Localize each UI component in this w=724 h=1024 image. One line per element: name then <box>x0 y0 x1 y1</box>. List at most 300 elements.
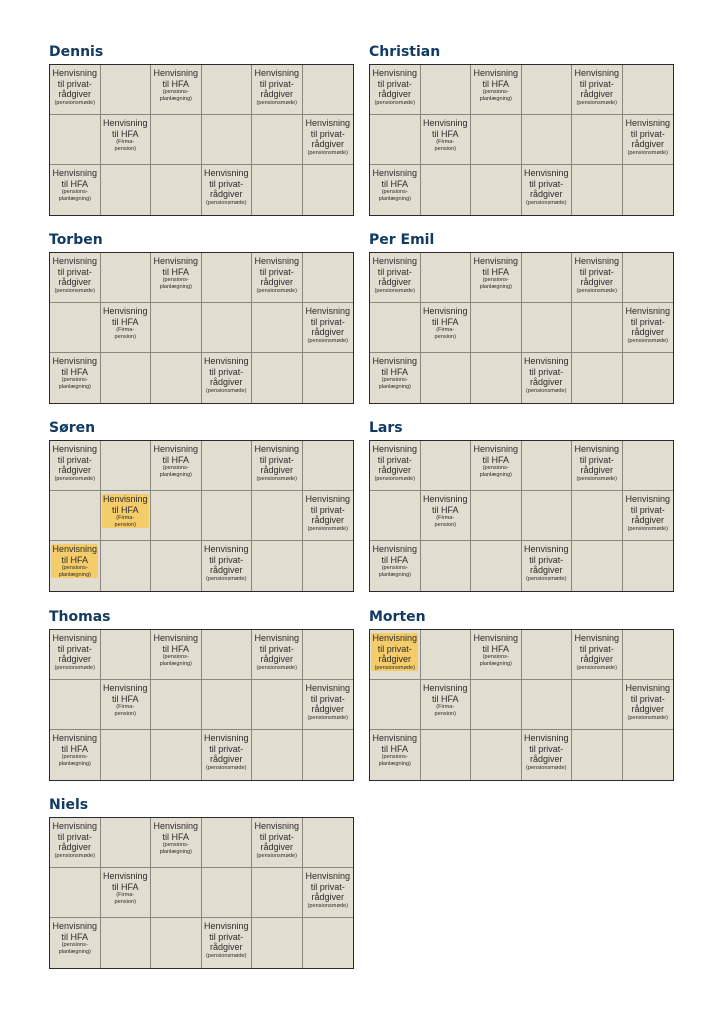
bingo-cell-empty <box>572 165 623 215</box>
bingo-cell-empty <box>572 491 623 541</box>
cell-note: (Firma- <box>116 515 135 521</box>
bingo-cell <box>522 165 573 215</box>
player-name: Lars <box>369 420 403 436</box>
bingo-cell <box>370 253 421 303</box>
cell-note: planlægning) <box>58 195 91 202</box>
bingo-cell <box>370 630 421 680</box>
bingo-cell-empty <box>303 630 354 680</box>
cell-line: Henvisning <box>523 544 569 554</box>
bingo-cell-empty <box>252 868 303 918</box>
cell-line: Henvisning <box>52 444 98 454</box>
bingo-cell <box>252 253 303 303</box>
cell-line: til privat- <box>209 178 244 189</box>
cell-note: (pensions- <box>381 189 408 195</box>
bingo-grid <box>49 440 354 592</box>
bingo-cell <box>471 630 522 680</box>
cell-text <box>51 733 98 767</box>
bingo-cell-empty <box>101 65 152 115</box>
cell-line: til privat- <box>377 454 412 465</box>
bingo-cell-empty <box>50 680 101 730</box>
cell-line: Henvisning <box>422 306 468 316</box>
bingo-cell <box>202 353 253 403</box>
cell-line: rådgiver <box>260 842 293 852</box>
bingo-cell-empty <box>572 353 623 403</box>
cell-text <box>573 68 620 106</box>
cell-line: Henvisning <box>254 444 300 454</box>
cell-line: til privat- <box>579 454 614 465</box>
cell-note: (Firma- <box>436 704 455 710</box>
cell-text <box>152 444 199 478</box>
cell-line: til HFA <box>162 831 189 842</box>
cell-text <box>371 544 418 578</box>
cell-text <box>472 633 519 667</box>
cell-note: (pensionsmøde) <box>256 852 297 859</box>
cell-note: (pensions- <box>61 565 88 571</box>
cell-line: til HFA <box>162 643 189 654</box>
cell-line: rådgiver <box>529 754 563 764</box>
cell-line: til HFA <box>381 366 408 377</box>
player-name: Niels <box>49 797 89 813</box>
bingo-cell <box>101 303 152 353</box>
bingo-grid <box>49 817 354 969</box>
cell-line: rådgiver <box>311 515 344 525</box>
cell-text <box>422 118 469 152</box>
bingo-cell-empty <box>623 630 674 680</box>
cell-note: planlægning) <box>58 760 91 767</box>
cell-note: (pensionsmøde) <box>374 99 415 106</box>
cell-line: rådgiver <box>58 654 91 664</box>
bingo-grid <box>369 629 674 781</box>
bingo-cell-empty <box>101 165 152 215</box>
player-name: Thomas <box>49 609 111 625</box>
cell-line: Henvisning <box>574 633 620 643</box>
bingo-cell <box>303 680 354 730</box>
cell-text <box>371 256 418 294</box>
cell-text <box>624 306 671 344</box>
cell-note: planlægning) <box>378 195 411 202</box>
bingo-cell-empty <box>471 541 522 591</box>
cell-note: (pensionsmøde) <box>374 287 415 294</box>
bingo-cell-empty <box>370 115 421 165</box>
cell-line: Henvisning <box>523 733 569 743</box>
cell-note: (pensionsmøde) <box>307 902 348 909</box>
cell-line: til privat- <box>310 693 345 704</box>
cell-note: (pensionsmøde) <box>627 714 668 721</box>
bingo-cell-empty <box>202 680 253 730</box>
bingo-cell-empty <box>151 165 202 215</box>
bingo-cell <box>370 441 421 491</box>
cell-line: til privat- <box>57 266 92 277</box>
cell-line: til privat- <box>259 78 294 89</box>
cell-line: Henvisning <box>52 356 98 366</box>
cell-line: Henvisning <box>473 256 519 266</box>
bingo-cell <box>421 115 472 165</box>
bingo-cell <box>50 541 101 591</box>
bingo-cell-empty <box>370 680 421 730</box>
cell-text <box>51 256 98 294</box>
cell-line: rådgiver <box>378 465 411 475</box>
bingo-cell-empty <box>202 491 253 541</box>
cell-text <box>51 68 98 106</box>
cell-line: til HFA <box>381 554 408 565</box>
cell-text <box>523 733 570 771</box>
cell-note: (pensions- <box>162 465 189 471</box>
cell-note: (pensions- <box>381 565 408 571</box>
bingo-cell <box>101 491 152 541</box>
cell-line: til HFA <box>482 266 509 277</box>
cell-line: til privat- <box>209 931 244 942</box>
cell-note: planlægning) <box>479 660 512 667</box>
cell-line: til HFA <box>482 643 509 654</box>
cell-text <box>304 683 351 721</box>
bingo-cell <box>202 541 253 591</box>
bingo-cell-empty <box>421 730 472 780</box>
cell-line: Henvisning <box>372 633 418 643</box>
cell-line: Henvisning <box>254 633 300 643</box>
cell-text <box>422 683 469 717</box>
bingo-cell-empty <box>522 491 573 541</box>
cell-line: til HFA <box>111 504 139 515</box>
bingo-cell <box>623 680 674 730</box>
player-name: Søren <box>49 420 96 436</box>
bingo-cell-empty <box>370 491 421 541</box>
cell-note: (pensionsmøde) <box>576 287 617 294</box>
bingo-cell-empty <box>572 680 623 730</box>
bingo-cell <box>50 818 101 868</box>
bingo-cell <box>50 253 101 303</box>
cell-text <box>371 356 418 390</box>
bingo-cell-empty <box>572 730 623 780</box>
bingo-cell <box>101 680 152 730</box>
cell-note: (pensionsmøde) <box>576 99 617 106</box>
cell-note: (pensionsmøde) <box>576 664 617 671</box>
cell-line: til HFA <box>111 316 139 327</box>
bingo-cell-empty <box>421 353 472 403</box>
bingo-cell <box>50 353 101 403</box>
cell-note: (pensionsmøde) <box>256 664 297 671</box>
cell-line: rådgiver <box>260 654 293 664</box>
cell-text <box>152 68 199 102</box>
cell-text <box>51 356 98 390</box>
bingo-cell-empty <box>572 115 623 165</box>
cell-text <box>523 356 570 394</box>
bingo-cell-empty <box>471 730 522 780</box>
cell-line: rådgiver <box>260 89 293 99</box>
cell-note: (pensions- <box>381 377 408 383</box>
cell-line: rådgiver <box>631 139 664 149</box>
cell-text <box>422 494 469 528</box>
bingo-cell-empty <box>572 541 623 591</box>
cell-line: Henvisning <box>372 168 418 178</box>
cell-line: til privat- <box>209 554 244 565</box>
bingo-cell <box>421 303 472 353</box>
cell-note: planlægning) <box>378 571 411 578</box>
cell-note: (pensions- <box>482 277 509 283</box>
cell-note: planlægning) <box>479 283 512 290</box>
cell-line: Henvisning <box>52 633 98 643</box>
bingo-cell-empty <box>421 165 472 215</box>
cell-text <box>51 633 98 671</box>
bingo-cell <box>421 680 472 730</box>
cell-note: (pensionsmøde) <box>256 287 297 294</box>
bingo-cell-empty <box>303 165 354 215</box>
bingo-cell <box>471 65 522 115</box>
cell-note: (pensions- <box>61 942 88 948</box>
cell-line: til privat- <box>377 643 412 654</box>
bingo-cell <box>370 165 421 215</box>
cell-note: (pensionsmøde) <box>576 475 617 482</box>
cell-note: (pensionsmøde) <box>374 475 415 482</box>
cell-note: planlægning) <box>479 471 512 478</box>
cell-text <box>203 921 250 959</box>
cell-line: til HFA <box>431 504 459 515</box>
bingo-cell-empty <box>623 253 674 303</box>
cell-line: Henvisning <box>574 68 620 78</box>
bingo-cell <box>101 868 152 918</box>
cell-text <box>304 494 351 532</box>
bingo-grid <box>369 252 674 404</box>
bingo-cell-empty <box>151 303 202 353</box>
bingo-cell-empty <box>101 818 152 868</box>
bingo-cell-empty <box>522 630 573 680</box>
player-name: Torben <box>49 232 103 248</box>
cell-line: rådgiver <box>209 189 243 199</box>
cell-note: (pensionsmøde) <box>54 852 95 859</box>
bingo-cell-empty <box>623 165 674 215</box>
cell-note: (pensions- <box>162 654 189 660</box>
cell-line: rådgiver <box>378 89 411 99</box>
cell-note: (pensions- <box>162 89 189 95</box>
cell-text <box>304 118 351 156</box>
bingo-cell-empty <box>151 730 202 780</box>
cell-note: (Firma- <box>116 892 135 898</box>
cell-line: til privat- <box>630 504 665 515</box>
cell-line: rådgiver <box>529 189 563 199</box>
cell-text <box>203 168 250 206</box>
bingo-cell-empty <box>303 918 354 968</box>
cell-line: Henvisning <box>574 256 620 266</box>
cell-line: Henvisning <box>473 444 519 454</box>
cell-line: til HFA <box>61 554 88 565</box>
cell-line: til privat- <box>209 366 244 377</box>
bingo-cell-empty <box>101 441 152 491</box>
cell-line: til HFA <box>381 743 408 754</box>
bingo-cell-empty <box>471 491 522 541</box>
bingo-cell-empty <box>623 441 674 491</box>
cell-line: Henvisning <box>625 494 671 504</box>
cell-line: rådgiver <box>378 654 411 664</box>
bingo-cell-empty <box>252 491 303 541</box>
bingo-cell-empty <box>151 868 202 918</box>
cell-line: Henvisning <box>52 256 98 266</box>
cell-line: Henvisning <box>203 733 249 743</box>
cell-note: (pensions- <box>61 189 88 195</box>
cell-line: til HFA <box>482 454 509 465</box>
cell-line: til privat- <box>529 366 564 377</box>
cell-text <box>203 544 250 582</box>
cell-line: rådgiver <box>58 89 91 99</box>
cell-line: til privat- <box>529 554 564 565</box>
bingo-cell-empty <box>522 65 573 115</box>
cell-line: Henvisning <box>102 306 148 316</box>
cell-line: rådgiver <box>580 654 613 664</box>
cell-text <box>573 633 620 671</box>
bingo-grid <box>49 252 354 404</box>
cell-line: til HFA <box>482 78 509 89</box>
cell-note: planlægning) <box>479 95 512 102</box>
bingo-cell <box>370 541 421 591</box>
bingo-cell-empty <box>522 253 573 303</box>
bingo-cell <box>252 630 303 680</box>
cell-note: (pensions- <box>482 89 509 95</box>
player-name: Per Emil <box>369 232 435 248</box>
bingo-cell <box>303 303 354 353</box>
bingo-cell <box>572 441 623 491</box>
cell-text <box>203 356 250 394</box>
cell-text <box>152 633 199 667</box>
bingo-cell <box>572 253 623 303</box>
cell-note: (pensionsmøde) <box>627 337 668 344</box>
cell-text-highlighted <box>371 633 418 671</box>
cell-line: Henvisning <box>102 118 148 128</box>
bingo-cell-empty <box>421 630 472 680</box>
cell-line: til privat- <box>57 454 92 465</box>
bingo-cell-empty <box>421 441 472 491</box>
cell-line: rådgiver <box>631 327 664 337</box>
cell-text <box>371 444 418 482</box>
cell-text <box>472 68 519 102</box>
cell-note: (pensionsmøde) <box>54 475 95 482</box>
cell-line: rådgiver <box>260 277 293 287</box>
cell-line: til privat- <box>310 316 345 327</box>
cell-line: Henvisning <box>52 921 98 931</box>
cell-text <box>152 256 199 290</box>
bingo-cell-empty <box>252 918 303 968</box>
cell-line: til privat- <box>529 178 564 189</box>
cell-line: til privat- <box>310 881 345 892</box>
cell-note: (pensionsmøde) <box>526 764 567 771</box>
cell-line: til privat- <box>579 266 614 277</box>
cell-note: (pensions- <box>482 465 509 471</box>
bingo-cell <box>151 630 202 680</box>
bingo-cell-empty <box>101 918 152 968</box>
bingo-cell-empty <box>202 253 253 303</box>
cell-note: (Firma- <box>116 704 135 710</box>
cell-note: (pensionsmøde) <box>526 199 567 206</box>
bingo-cell <box>303 868 354 918</box>
cell-note: (pensionsmøde) <box>374 664 415 671</box>
bingo-cell <box>202 165 253 215</box>
cell-line: Henvisning <box>625 118 671 128</box>
bingo-cell-empty <box>522 115 573 165</box>
bingo-cell <box>50 630 101 680</box>
bingo-cell <box>471 441 522 491</box>
bingo-cell <box>572 65 623 115</box>
cell-line: Henvisning <box>523 168 569 178</box>
cell-note: planlægning) <box>378 383 411 390</box>
bingo-grid <box>49 64 354 216</box>
bingo-cell-empty <box>202 630 253 680</box>
cell-note: pension) <box>434 145 456 152</box>
bingo-cell <box>50 165 101 215</box>
cell-line: rådgiver <box>631 704 664 714</box>
cell-line: rådgiver <box>58 465 91 475</box>
cell-text <box>253 633 300 671</box>
cell-note: (pensionsmøde) <box>54 287 95 294</box>
cell-note: (Firma- <box>116 139 135 145</box>
bingo-cell-empty <box>303 541 354 591</box>
bingo-cell <box>370 353 421 403</box>
cell-note: pension) <box>434 333 456 340</box>
cell-line: Henvisning <box>203 921 249 931</box>
bingo-cell-empty <box>202 65 253 115</box>
cell-text <box>573 444 620 482</box>
cell-line: Henvisning <box>52 733 98 743</box>
cell-text <box>624 494 671 532</box>
bingo-cell-empty <box>101 253 152 303</box>
bingo-cell <box>471 253 522 303</box>
bingo-cell <box>50 65 101 115</box>
bingo-cell-empty <box>623 353 674 403</box>
cell-note: (pensionsmøde) <box>307 525 348 532</box>
cell-text-highlighted <box>102 494 149 528</box>
cell-note: (pensionsmøde) <box>627 149 668 156</box>
bingo-cell-empty <box>151 541 202 591</box>
bingo-cell-empty <box>572 303 623 353</box>
cell-note: (pensionsmøde) <box>206 387 247 394</box>
cell-text <box>523 168 570 206</box>
cell-note: (Firma- <box>436 515 455 521</box>
cell-line: rådgiver <box>58 842 91 852</box>
cell-line: Henvisning <box>473 68 519 78</box>
cell-note: (Firma- <box>436 327 455 333</box>
cell-text <box>51 821 98 859</box>
cell-note: (pensionsmøde) <box>206 575 247 582</box>
cell-line: rådgiver <box>529 377 563 387</box>
cell-text <box>371 168 418 202</box>
bingo-cell-empty <box>421 541 472 591</box>
cell-note: planlægning) <box>159 848 192 855</box>
cell-line: Henvisning <box>422 494 468 504</box>
bingo-cell-empty <box>151 353 202 403</box>
cell-line: rådgiver <box>580 277 613 287</box>
bingo-cell <box>50 918 101 968</box>
cell-line: rådgiver <box>378 277 411 287</box>
cell-line: til privat- <box>630 316 665 327</box>
bingo-grid <box>369 64 674 216</box>
cell-text <box>253 821 300 859</box>
bingo-cell <box>50 441 101 491</box>
bingo-cell-empty <box>303 730 354 780</box>
cell-line: til HFA <box>111 881 139 892</box>
cell-line: til privat- <box>630 128 665 139</box>
cell-line: Henvisning <box>422 118 468 128</box>
bingo-cell-empty <box>522 680 573 730</box>
cell-text <box>102 683 149 717</box>
bingo-cell <box>522 541 573 591</box>
cell-line: til HFA <box>61 366 88 377</box>
bingo-cell-empty <box>151 918 202 968</box>
cell-note: (pensionsmøde) <box>526 387 567 394</box>
bingo-cell-empty <box>303 818 354 868</box>
bingo-cell-empty <box>50 303 101 353</box>
cell-text <box>253 444 300 482</box>
cell-note: pension) <box>114 710 136 717</box>
cell-line: rådgiver <box>529 565 563 575</box>
cell-line: Henvisning <box>52 821 98 831</box>
cell-line: Henvisning <box>153 256 199 266</box>
cell-note: (pensionsmøde) <box>307 149 348 156</box>
